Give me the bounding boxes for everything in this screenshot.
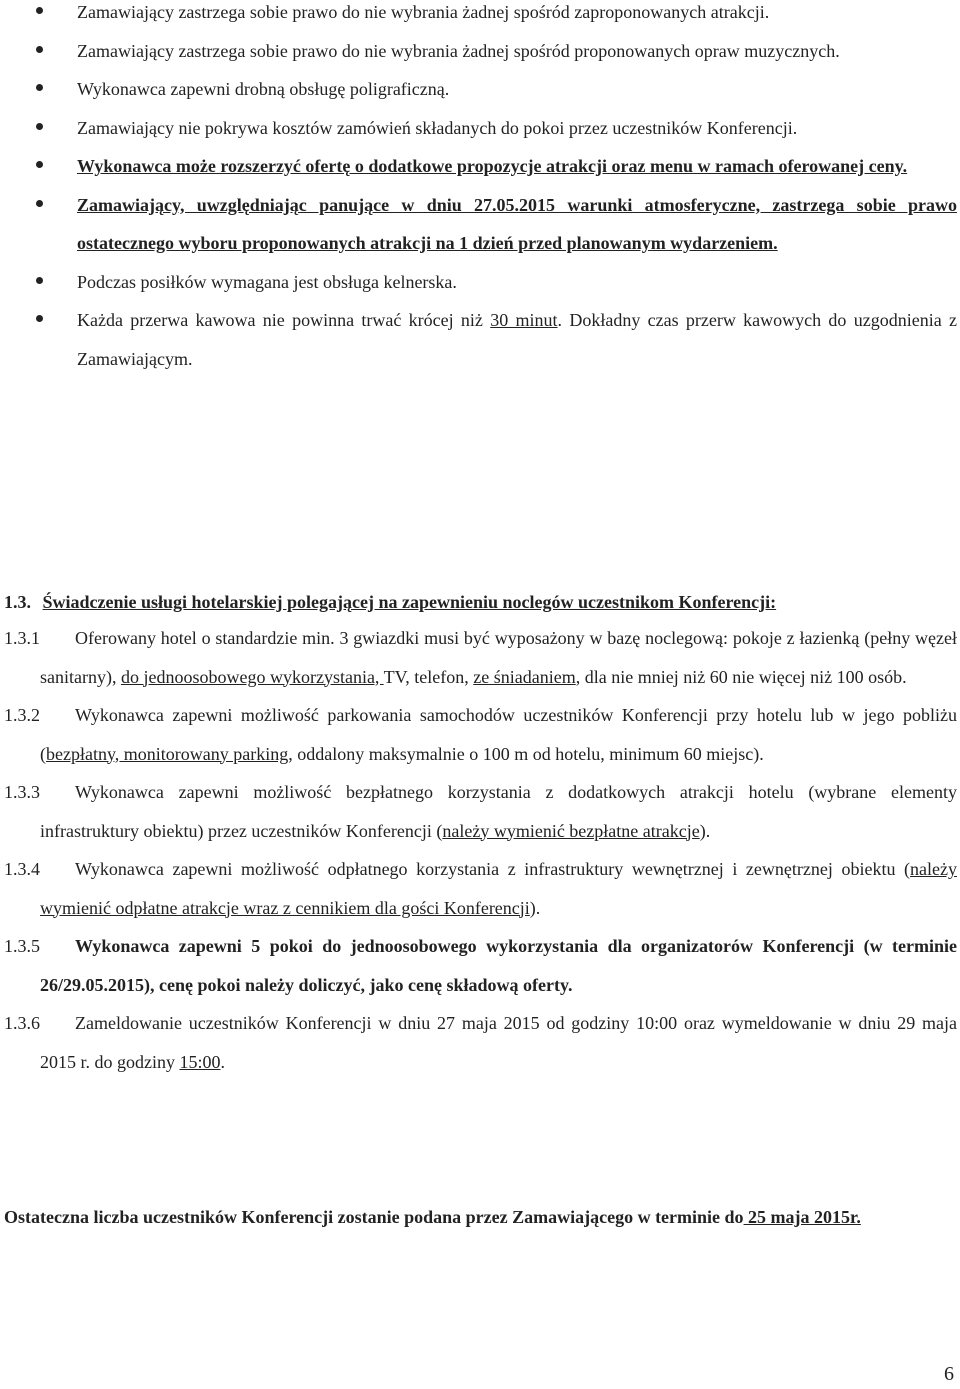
text-segment: Podczas posiłków wymagana jest obsługa kelnerska. bbox=[77, 271, 457, 292]
bullet-icon bbox=[36, 7, 43, 14]
text-segment: Wykonawca zapewni 5 pokoi do jednoosobowego wykorzystania dla organizatorów Konferencji (w terminie 26/29.05.2015), cenę pokoi należy doliczyć, jako cenę składową oferty. bbox=[40, 936, 957, 995]
list-item bbox=[0, 147, 960, 186]
text-segment: Wykonawca zapewni możliwość odpłatnego korzystania z infrastruktury wewnętrznej i zewnętrznej obiektu ( bbox=[75, 859, 911, 879]
final-note bbox=[4, 1198, 957, 1237]
subsection-item bbox=[0, 619, 960, 696]
subsection-list bbox=[0, 619, 960, 1081]
text-segment: 30 minut bbox=[490, 310, 558, 330]
bullet-icon bbox=[36, 84, 43, 91]
text-segment: Wykonawca może rozszerzyć ofertę o dodatkowe propozycje atrakcji oraz menu w ramach oferowanej ceny. bbox=[77, 156, 908, 176]
list-item bbox=[0, 301, 960, 378]
list-item bbox=[0, 0, 960, 32]
text-segment: . Dokładny czas przerw kawowych do uzgodnienia z Zamawiającym. bbox=[77, 310, 957, 369]
text-segment: Każda przerwa kawowa nie powinna trwać krócej niż bbox=[77, 310, 491, 330]
bullet-icon bbox=[36, 315, 43, 322]
text-segment: należy wymienić odpłatne atrakcje wraz z cennikiem dla gości Konferencji bbox=[40, 859, 957, 918]
text-segment: Zamawiający zastrzega sobie prawo do nie wybrania żadnej spośród zaproponowanych atrakcji. bbox=[77, 2, 770, 22]
list-item bbox=[0, 70, 960, 109]
subsection-item bbox=[0, 850, 960, 927]
text-segment: TV, telefon, bbox=[383, 666, 474, 687]
text-segment: ). bbox=[529, 897, 541, 918]
text-segment: należy wymienić bezpłatne atrakcje bbox=[442, 820, 700, 841]
text-segment: bezpłatny, monitorowany parking bbox=[46, 743, 289, 764]
text-segment: Zamawiający zastrzega sobie prawo do nie wybrania żadnej spośród proponowanych opraw muzycznych. bbox=[77, 40, 840, 61]
subsection-item bbox=[0, 773, 960, 850]
list-item bbox=[0, 32, 960, 71]
list-item bbox=[0, 109, 960, 148]
text-segment: 15:00 bbox=[179, 1051, 221, 1072]
text-segment: Zameldowanie uczestników Konferencji w dniu 27 maja 2015 od godziny 10:00 oraz wymeldowanie w dniu 29 maja 2015 r. do godziny bbox=[40, 1013, 957, 1072]
subsection-number: 1.3.1 bbox=[4, 628, 40, 648]
subsection-item bbox=[0, 696, 960, 773]
bullet-icon bbox=[36, 161, 43, 168]
text-segment: , dla nie mniej niż 60 nie więcej niż 100 osób. bbox=[575, 666, 907, 687]
subsection-number: 1.3.6 bbox=[4, 1013, 40, 1033]
bullet-icon bbox=[36, 200, 43, 207]
subsection-item bbox=[0, 1004, 960, 1081]
bullet-icon bbox=[36, 277, 43, 284]
list-item bbox=[0, 186, 960, 263]
section-number: 1.3. bbox=[4, 592, 31, 612]
list-item bbox=[0, 263, 960, 302]
text-segment: Wykonawca zapewni możliwość parkowania samochodów uczestników Konferencji przy hotelu lub w jego pobliżu ( bbox=[40, 705, 957, 764]
subsection-item bbox=[0, 927, 960, 1004]
text-segment: Zamawiający nie pokrywa kosztów zamówień składanych do pokoi przez uczestników Konferencji. bbox=[77, 117, 798, 138]
text-segment: Wykonawca zapewni drobną obsługę poligraficzną. bbox=[77, 79, 450, 99]
section-heading bbox=[4, 583, 960, 621]
subsection-number: 1.3.4 bbox=[4, 859, 40, 879]
text-segment: Zamawiający, uwzględniając panujące w dniu 27.05.2015 warunki atmosferyczne, zastrzega sobie prawo ostatecznego wyboru proponowanych atrakcji na 1 dzień przed planowanym wydarzeniem. bbox=[77, 194, 957, 253]
subsection-number: 1.3.5 bbox=[4, 936, 40, 956]
text-segment: Wykonawca zapewni możliwość bezpłatnego korzystania z dodatkowych atrakcji hotelu (wybrane elementy infrastruktury obiektu) przez uczestników Konferencji ( bbox=[40, 782, 957, 841]
subsection-number: 1.3.3 bbox=[4, 782, 40, 802]
text-segment: Ostateczna liczba uczestników Konferencji zostanie podana przez Zamawiającego w terminie do bbox=[4, 1207, 744, 1227]
section-title: Świadczenie usługi hotelarskiej polegającej na zapewnieniu noclegów uczestnikom Konferencji: bbox=[42, 592, 777, 612]
subsection-number: 1.3.2 bbox=[4, 705, 40, 725]
text-segment: do jednoosobowego wykorzystania, bbox=[120, 666, 384, 687]
text-segment: ze śniadaniem bbox=[473, 666, 576, 687]
bullet-icon bbox=[36, 46, 43, 53]
text-segment: , oddalony maksymalnie o 100 m od hotelu, minimum 60 miejsc). bbox=[288, 743, 764, 764]
bullet-icon bbox=[36, 123, 43, 130]
text-segment: . bbox=[220, 1051, 226, 1072]
bullet-list bbox=[0, 0, 960, 378]
text-segment: Oferowany hotel o standardzie min. 3 gwiazdki musi być wyposażony w bazę noclegową: pokoje z łazienką (pełny węzeł sanitarny), bbox=[40, 628, 957, 687]
text-segment: ). bbox=[699, 820, 711, 841]
page-number: 6 bbox=[944, 1363, 954, 1385]
text-segment: 25 maja 2015r. bbox=[743, 1207, 861, 1227]
